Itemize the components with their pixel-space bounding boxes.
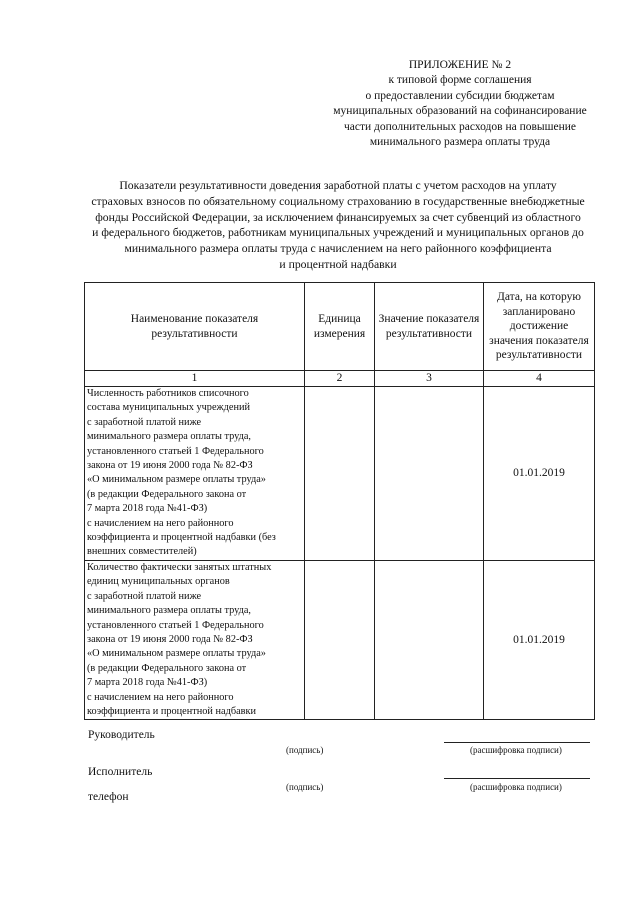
indicator-name-line: внешних совместителей): [87, 546, 197, 558]
header-target-date: Дата, на которую запланировано достижение значения показателя результативности: [484, 283, 595, 371]
appendix-line: части дополнительных расходов на повышение: [343, 120, 577, 133]
appendix-line: о предоставлении субсидии бюджетам: [365, 89, 555, 102]
indicator-name-line: минимального размера оплаты труда,: [87, 605, 251, 617]
unit-cell: [305, 560, 375, 719]
indicator-name-line: 7 марта 2018 года №41-ФЗ): [87, 677, 208, 689]
appendix-line: ПРИЛОЖЕНИЕ № 2: [408, 59, 512, 71]
table-header-row: [85, 283, 595, 371]
table-row: [85, 387, 595, 561]
indicator-name-line: установленного статьей 1 Федерального: [87, 445, 264, 457]
indicator-name-line: закона от 19 июня 2000 года № 82-ФЗ: [87, 460, 253, 472]
indicator-name-line: «О минимальном размере оплаты труда»: [87, 474, 266, 486]
head-decoding-line: [444, 742, 590, 743]
indicator-name-line: коэффициента и процентной надбавки (без: [87, 532, 276, 544]
indicator-name-line: минимального размера оплаты труда,: [87, 431, 251, 443]
column-number: 4: [484, 371, 595, 387]
appendix-block: [315, 58, 605, 150]
table-row: [85, 560, 595, 719]
title-line: Показатели результативности доведения заработной платы с учетом расходов на уплату: [119, 179, 557, 192]
appendix-line: минимального размера оплаты труда: [369, 136, 551, 149]
value-cell: [375, 560, 484, 719]
target-date-cell: 01.01.2019: [484, 560, 595, 719]
executor-signature-hint: (подпись): [286, 782, 324, 792]
header-indicator-name: Наименование показателя результативности: [85, 283, 305, 371]
executor-decoding-line: [444, 778, 590, 779]
indicator-name-line: установленного статьей 1 Федерального: [87, 619, 264, 631]
value-cell: [375, 387, 484, 561]
title-line: минимального размера оплаты труда с начислением на него районного коэффициента: [124, 242, 552, 256]
column-number: 3: [375, 371, 484, 387]
indicator-name-cell: [85, 560, 305, 719]
head-decoding-hint: (расшифровка подписи): [470, 745, 562, 755]
executor-label: Исполнитель: [88, 766, 153, 778]
indicator-name-line: с заработной платой ниже: [87, 590, 202, 602]
indicator-name-line: состава муниципальных учреждений: [87, 402, 250, 414]
title-line: страховых взносов по обязательному социальному страхованию в государственные внебюджетные: [91, 194, 585, 208]
header-value: Значение показателя результативности: [375, 283, 484, 371]
indicator-name-line: Количество фактически занятых штатных: [87, 561, 272, 573]
unit-cell: [305, 387, 375, 561]
indicator-name-line: Численность работников списочного: [87, 388, 249, 399]
title-line: и федерального бюджетов, работникам муниципальных учреждений и муниципальных органов до: [92, 226, 584, 240]
appendix-line: муниципальных образований на софинансирование: [333, 105, 587, 118]
indicator-name-line: (в редакции Федерального закона от: [87, 488, 247, 500]
target-date-cell: 01.01.2019: [484, 387, 595, 561]
phone-label: телефон: [88, 791, 129, 803]
indicator-name-line: 7 марта 2018 года №41-ФЗ): [87, 503, 208, 515]
title-line: и процентной надбавки: [279, 257, 397, 271]
head-signature-hint: (подпись): [286, 745, 324, 755]
indicator-name-line: с заработной платой ниже: [87, 416, 202, 428]
appendix-line: к типовой форме соглашения: [388, 74, 532, 87]
column-number: 2: [305, 371, 375, 387]
indicator-name-line: с начислением на него районного: [87, 691, 234, 703]
header-unit: Единица измерения: [305, 283, 375, 371]
document-title: [78, 178, 598, 273]
column-number: 1: [85, 371, 305, 387]
indicator-name-cell: [85, 387, 305, 561]
indicator-name-line: «О минимальном размере оплаты труда»: [87, 648, 266, 660]
indicator-name-line: единиц муниципальных органов: [87, 576, 230, 588]
indicators-table: [84, 282, 595, 720]
executor-decoding-hint: (расшифровка подписи): [470, 782, 562, 792]
indicator-name-line: с начислением на него районного: [87, 517, 234, 529]
indicator-name-line: коэффициента и процентной надбавки: [87, 705, 257, 717]
column-number-row: [85, 371, 595, 387]
indicator-name-line: (в редакции Федерального закона от: [87, 662, 247, 674]
head-label: Руководитель: [88, 729, 155, 741]
title-line: фонды Российской Федерации, за исключением финансируемых за счет субвенций из областного: [95, 210, 581, 224]
indicator-name-line: закона от 19 июня 2000 года № 82-ФЗ: [87, 633, 253, 645]
